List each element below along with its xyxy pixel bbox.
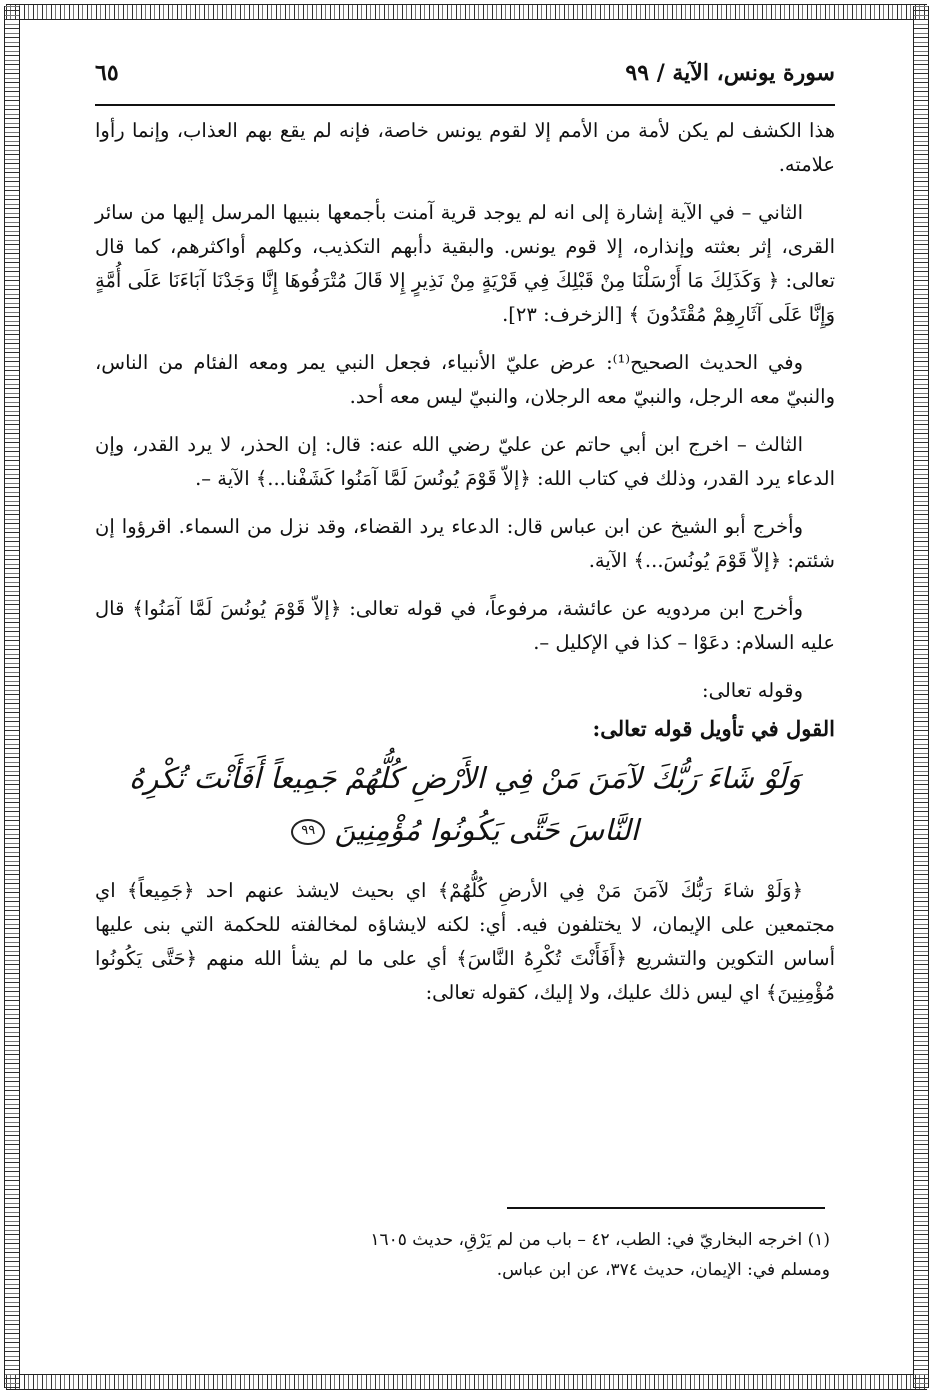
border-bottom [6,1374,927,1390]
page-number: ٦٥ [95,60,119,86]
footnote-1-continued: ومسلم في: الإيمان، حديث ٣٧٤، عن ابن عباس. [496,1260,830,1280]
footnotes [320,1225,830,1285]
paragraph-abu-shaykh: وأخرج أبو الشيخ عن ابن عباس قال: الدعاء يرد القضاء، وقد نزل من السماء. اقرؤوا إن شئتم: ﴿إلاّ قَوْمَ يُونُسَ...﴾ الآية. [95,515,835,572]
running-header [95,60,835,106]
paragraph-ibn-mardawayh: وأخرج ابن مردويه عن عائشة، مرفوعاً، في قوله تعالى: ﴿إلاّ قَوْمَ يُونُسَ لَمَّا آمَنُوا﴾ قال عليه السلام: دعَوْا – كذا في الإكليل –. [95,597,835,654]
quran-verse [95,752,835,856]
footnote-1: (١) اخرجه البخاريّ في: الطب، ٤٢ – باب من لم يَرْقِ، حديث ١٦٠٥ [370,1230,830,1250]
footnote-divider [507,1207,825,1209]
paragraph-hadith: وفي الحديث الصحيح⁽¹⁾: عرض عليّ الأنبياء، فجعل النبي يمر ومعه الفئام من الناس، والنبيّ معه الرجل، والنبيّ معه الرجلان، والنبيّ ليس معه أحد. [95,351,835,408]
page-body [95,60,835,1024]
paragraph-commentary: ﴿وَلَوْ شاءَ رَبُّكَ لآمَنَ مَنْ فِي الأرضِ كُلُّهُمْ﴾ اي بحيث لايشذ عنهم احد ﴿جَمِيعاً﴾ اي مجتمعين على الإيمان، لا يختلفون فيه. أي: لكنه لايشاؤه لمخالفته للحكمة التي بنى عليها أساس التكوين والتشريع ﴿أَفَأَنْتَ تُكْرِهُ النَّاسَ﴾ أي على ما لم يشأ الله منهم ﴿حَتَّى يَكُونُوا مُؤْمِنِينَ﴾ اي ليس ذلك عليك، ولا إليك، كقوله تعالى: [95,879,835,1004]
ayah-number-marker: ٩٩ [291,819,325,845]
paragraph-second-point: الثاني – في الآية إشارة إلى انه لم يوجد قرية آمنت بأجمعها بنبيها المرسل إليها من سائر القرى، إثر بعثته وإنذاره، إلا قوم يونس. والبقية دأبهم التكذيب، وكلهم أواكثرهم، كما قال تعالى: ﴿ وَكَذَلِكَ مَا أَرْسَلْنَا مِنْ قَبْلِكَ فِي قَرْيَةٍ مِنْ نَذِيرٍ إِلا قَالَ مُتْرَفُوهَا إِنَّا وَجَدْنَا آبَاءَنَا عَلَى أُمَّةٍ وَإِنَّا عَلَى آثَارِهِمْ مُقْتَدُونَ ﴾ [الزخرف: ٢٣]. [95,201,835,326]
border-right [913,6,929,1388]
verse-text: وَلَوْ شَاءَ رَبُّكَ لآمَنَ مَنْ فِي الأَرْضِ كُلُّهُمْ جَمِيعاً أَفَأَنْتَ تُكْرِهُ النَّاسَ حَتَّى يَكُونُوا مُؤْمِنِينَ [129,761,801,847]
paragraph-third-point: الثالث – اخرج ابن أبي حاتم عن عليّ رضي الله عنه: قال: إن الحذر، لا يرد القدر، وإن الدعاء يرد القدر، وذلك في كتاب الله: ﴿إلاّ قَوْمَ يُونُسَ لَمَّا آمَنُوا كَشَفْنا...﴾ الآية –. [95,433,835,490]
border-top [6,4,927,20]
section-heading: القول في تأويل قوله تعالى: [592,716,835,741]
intro-line: وقوله تعالى: [702,679,803,702]
paragraph-continuation: هذا الكشف لم يكن لأمة من الأمم إلا لقوم يونس خاصة، فإنه لم يقع بهم العذاب، وإنما رأوا علامته. [95,119,835,176]
header-title: سورة يونس، الآية / ٩٩ [625,60,835,86]
border-left [4,6,20,1388]
